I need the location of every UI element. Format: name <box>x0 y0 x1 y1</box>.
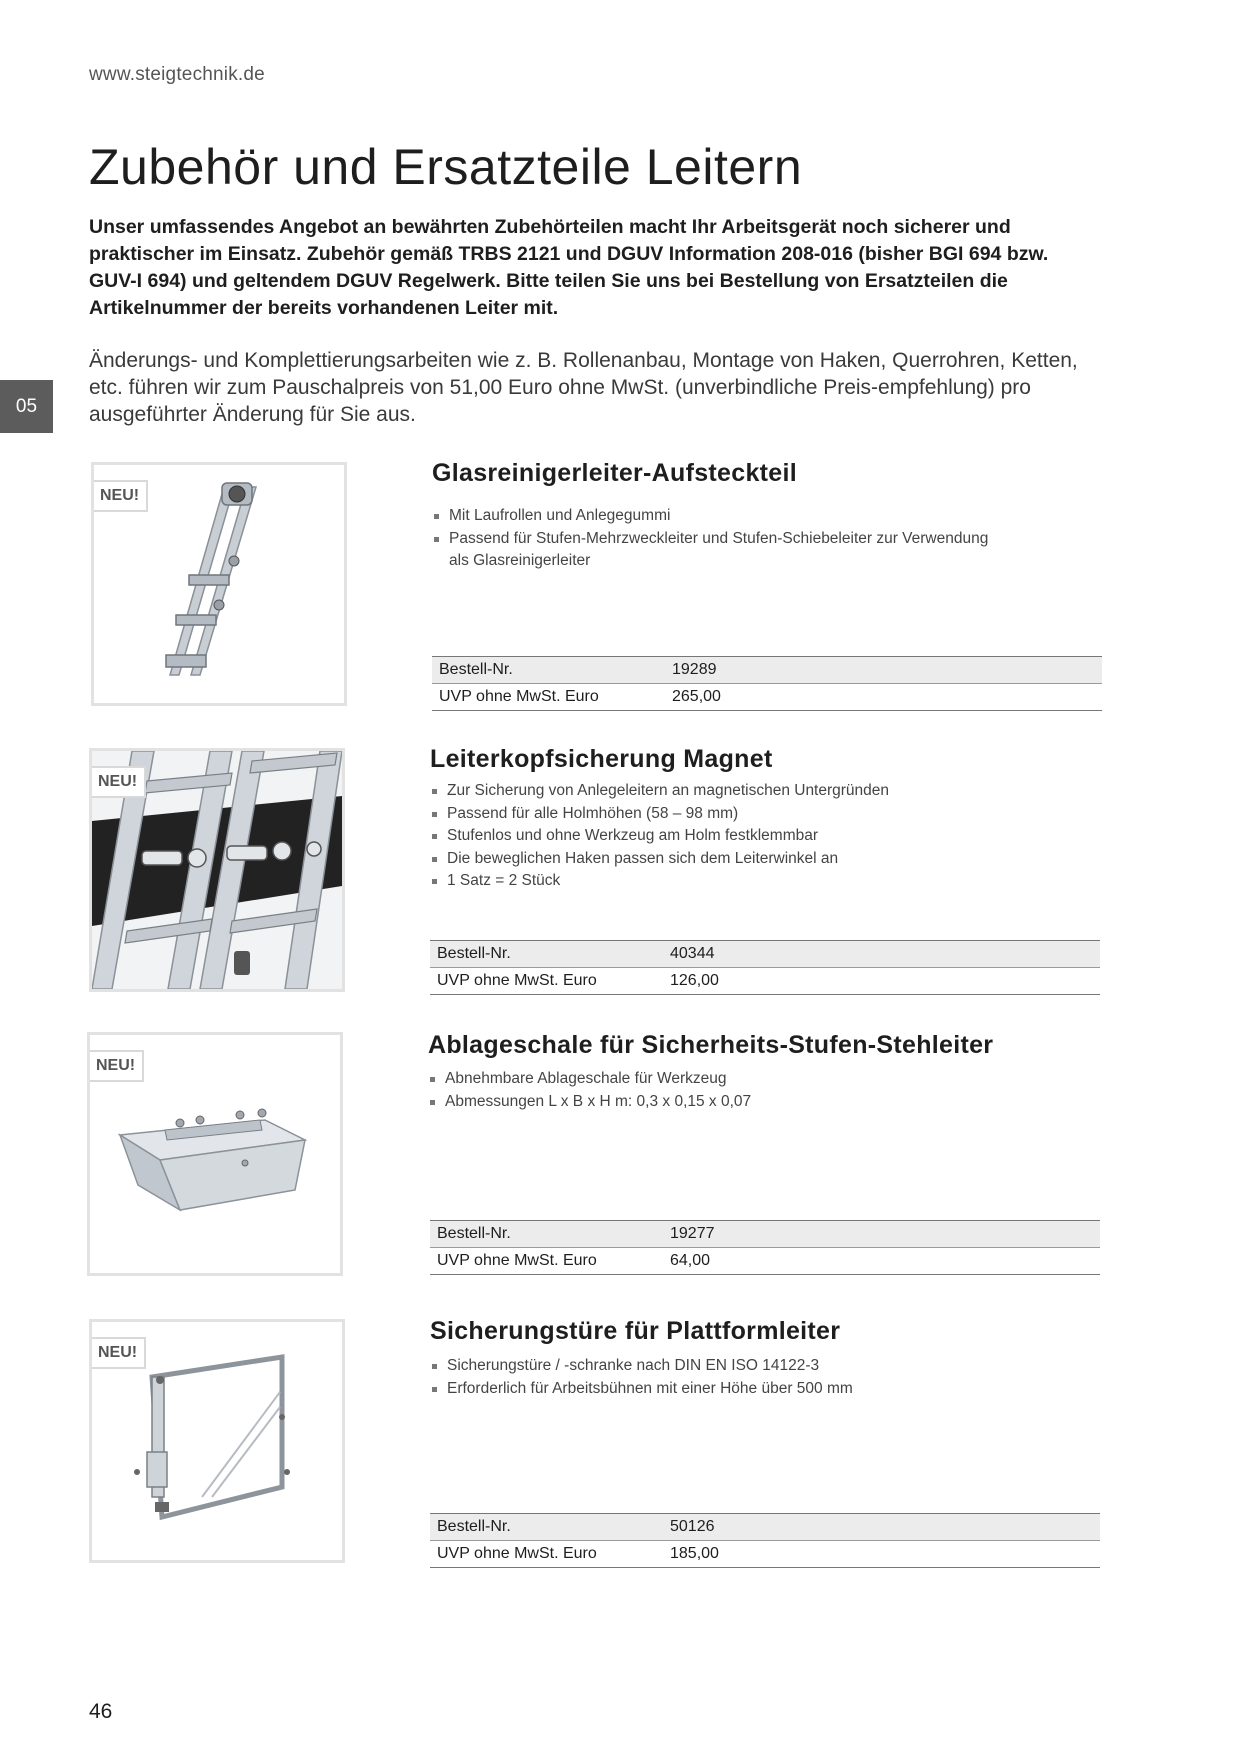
price-value: 265,00 <box>665 684 1102 711</box>
price-label: UVP ohne MwSt. Euro <box>430 968 663 995</box>
feature-item: Mit Laufrollen und Anlegegummi <box>432 505 992 528</box>
feature-item: Passend für alle Holmhöhen (58 – 98 mm) <box>430 803 1010 826</box>
feature-item: Stufenlos und ohne Werkzeug am Holm festklemmbar <box>430 825 1010 848</box>
chapter-tab: 05 <box>0 380 53 433</box>
feature-list <box>428 1068 988 1113</box>
order-label: Bestell-Nr. <box>430 941 663 968</box>
order-label: Bestell-Nr. <box>430 1514 663 1541</box>
order-number: 40344 <box>663 941 1100 968</box>
order-table <box>430 1220 1100 1275</box>
order-label: Bestell-Nr. <box>432 657 665 684</box>
product-image-frame <box>87 1032 343 1276</box>
feature-item: Die beweglichen Haken passen sich dem Leiterwinkel an <box>430 848 1010 871</box>
feature-list <box>430 1355 990 1400</box>
product-title: Ablageschale für Sicherheits-Stufen-Stehleiter <box>428 1031 994 1059</box>
new-badge: NEU! <box>91 480 148 512</box>
price-row <box>430 968 1100 995</box>
feature-item: Zur Sicherung von Anlegeleitern an magnetischen Untergründen <box>430 780 1010 803</box>
price-value: 126,00 <box>663 968 1100 995</box>
order-row <box>430 1514 1100 1541</box>
feature-list <box>430 780 1010 893</box>
new-badge: NEU! <box>87 1050 144 1082</box>
order-table <box>430 1513 1100 1568</box>
feature-item: Erforderlich für Arbeitsbühnen mit einer Höhe über 500 mm <box>430 1378 990 1401</box>
product-title: Sicherungstüre für Plattformleiter <box>430 1317 841 1345</box>
price-row <box>432 684 1102 711</box>
intro-bold-text: Unser umfassendes Angebot an bewährten Zubehörteilen macht Ihr Arbeitsgerät noch sicherer und praktischer im Einsatz. Zubehör gemäß TRBS 2121 und DGUV Information 208-016 (bisher BGI 694 bzw. GUV-I 694) und geltendem DGUV Regelwerk. Bitte teilen Sie uns bei Bestellung von Ersatzteilen die Artikelnummer der bereits vorhandenen Leiter mit. <box>89 216 1049 319</box>
product-image-frame <box>91 462 347 706</box>
product-image-frame <box>89 748 345 992</box>
order-table <box>430 940 1100 995</box>
price-value: 64,00 <box>663 1248 1100 1275</box>
page-title: Zubehör und Ersatzteile Leitern <box>89 139 803 195</box>
page-number: 46 <box>89 1700 113 1723</box>
price-value: 185,00 <box>663 1541 1100 1568</box>
order-number: 19289 <box>665 657 1102 684</box>
intro-text: Änderungs- und Komplettierungsarbeiten wie z. B. Rollenanbau, Montage von Haken, Querrohren, Ketten, etc. führen wir zum Pauschalpreis von 51,00 Euro ohne MwSt. (unverbindliche Preis-empfehlung) pro ausgeführter Änderung für Sie aus. <box>89 349 1078 426</box>
price-row <box>430 1248 1100 1275</box>
price-row <box>430 1541 1100 1568</box>
feature-item: Sicherungstüre / -schranke nach DIN EN ISO 14122-3 <box>430 1355 990 1378</box>
feature-item: Abnehmbare Ablageschale für Werkzeug <box>428 1068 988 1091</box>
order-row <box>430 941 1100 968</box>
order-number: 19277 <box>663 1221 1100 1248</box>
order-row <box>432 657 1102 684</box>
website-url[interactable]: www.steigtechnik.de <box>89 64 265 85</box>
product-title: Leiterkopfsicherung Magnet <box>430 745 773 773</box>
price-label: UVP ohne MwSt. Euro <box>432 684 665 711</box>
feature-item: Passend für Stufen-Mehrzweckleiter und Stufen-Schiebeleiter zur Verwendung als Glasreinigerleiter <box>432 528 992 573</box>
product-title: Glasreinigerleiter-Aufsteckteil <box>432 459 797 487</box>
price-label: UVP ohne MwSt. Euro <box>430 1541 663 1568</box>
feature-item: Abmessungen L x B x H m: 0,3 x 0,15 x 0,07 <box>428 1091 988 1114</box>
order-table <box>432 656 1102 711</box>
feature-item: 1 Satz = 2 Stück <box>430 870 1010 893</box>
order-number: 50126 <box>663 1514 1100 1541</box>
new-badge: NEU! <box>89 766 146 798</box>
feature-list <box>432 505 992 573</box>
price-label: UVP ohne MwSt. Euro <box>430 1248 663 1275</box>
order-label: Bestell-Nr. <box>430 1221 663 1248</box>
order-row <box>430 1221 1100 1248</box>
new-badge: NEU! <box>89 1337 146 1369</box>
product-image-frame <box>89 1319 345 1563</box>
